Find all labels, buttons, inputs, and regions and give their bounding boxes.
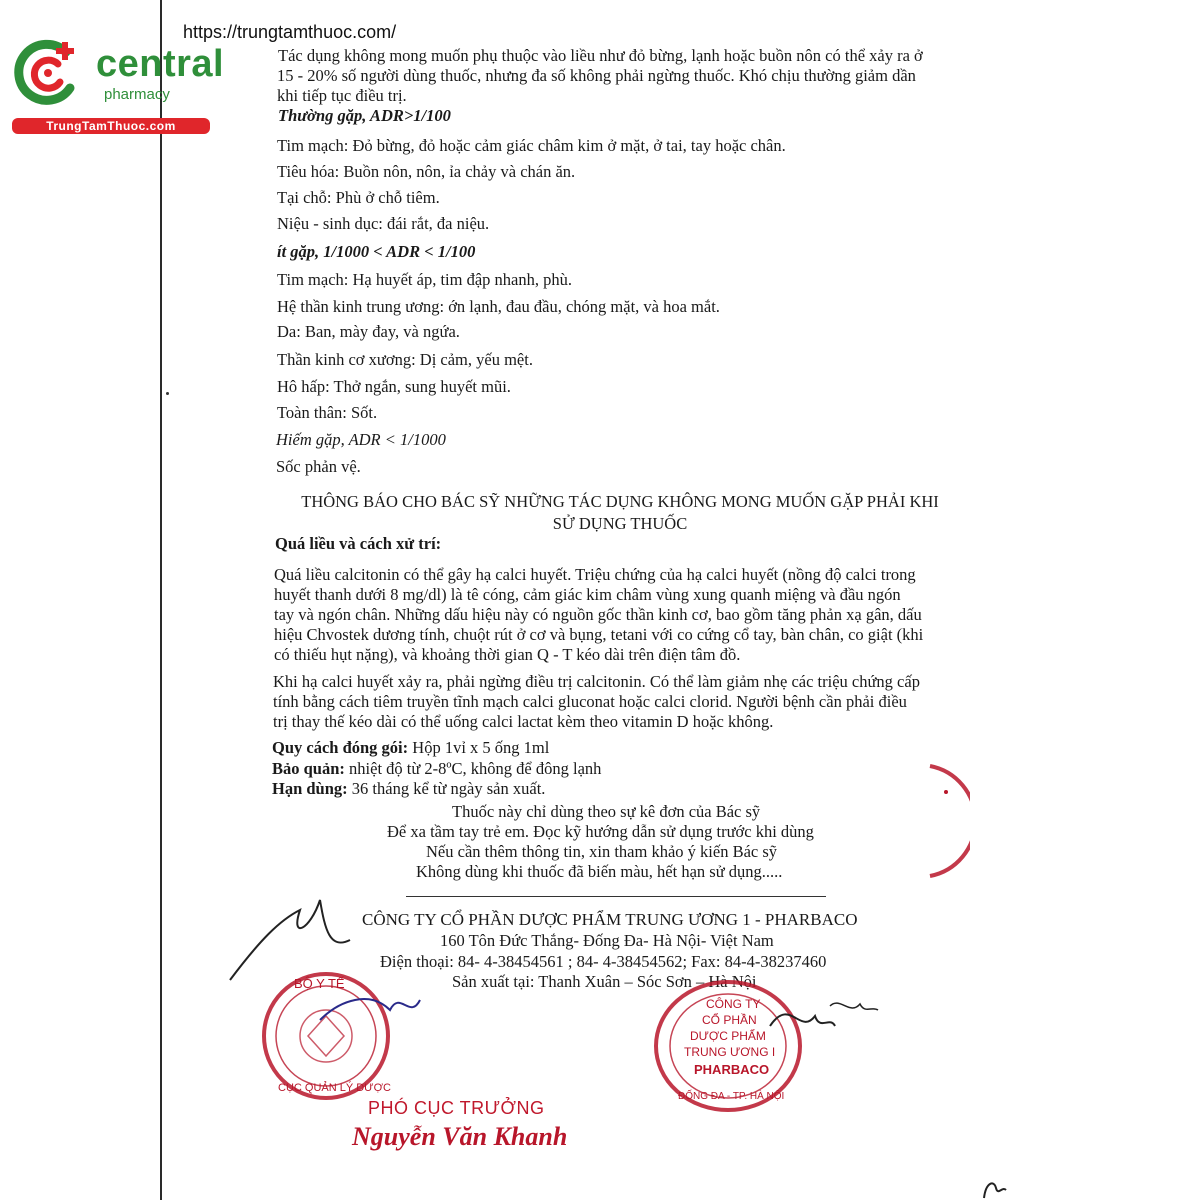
company-phone: Điện thoại: 84- 4-38454561 ; 84- 4-38454562; Fax: 84-4-38237460: [380, 952, 827, 971]
rare-item: Sốc phản vệ.: [276, 457, 361, 476]
storage-label: Bảo quản:: [272, 759, 345, 778]
overdose-heading: Quá liều và cách xử trí:: [275, 534, 442, 553]
expiry-value: 36 tháng kể từ ngày sản xuất.: [347, 779, 546, 798]
right-seal-line: CÔNG TY: [706, 997, 761, 1011]
company-name: CÔNG TY CỔ PHẦN DƯỢC PHẨM TRUNG ƯƠNG 1 - PHARBACO: [362, 910, 858, 929]
page-corner-mark: [980, 1176, 1010, 1200]
intro-line-2: 15 - 20% số người dùng thuốc, nhưng đa số không phải ngừng thuốc. Khó chịu thường giảm dần: [277, 66, 916, 85]
uncommon-item: Hô hấp: Thở ngắn, sung huyết mũi.: [277, 377, 511, 396]
packing-value: Hộp 1vỉ x 5 ống 1ml: [408, 738, 550, 757]
right-seal-line: DƯỢC PHẨM: [690, 1029, 766, 1043]
handwritten-signature-right: [760, 986, 900, 1046]
pharmacy-logo-icon: [12, 36, 84, 108]
overdose-p2-line: trị thay thế kéo dài có thể uống calci lactat kèm theo vitamin D hoặc không.: [273, 712, 774, 731]
warning-line: Thuốc này chỉ dùng theo sự kê đơn của Bác sỹ: [452, 802, 761, 821]
common-item: Tiêu hóa: Buồn nôn, nôn, ỉa chảy và chán ăn.: [277, 162, 576, 181]
right-seal-line: PHARBACO: [694, 1062, 770, 1077]
right-seal-line: CỔ PHẦN: [702, 1013, 757, 1027]
logo-brand: central: [96, 43, 225, 85]
logo-site: TrungTamThuoc.com: [12, 118, 210, 134]
uncommon-item: Toàn thân: Sốt.: [277, 403, 378, 422]
company-address: 160 Tôn Đức Thắng- Đống Đa- Hà Nội- Việt Nam: [440, 931, 774, 950]
partial-edge-seal: [900, 762, 970, 882]
left-seal-top-text: BỘ Y TẾ: [294, 976, 345, 991]
overdose-p2-line: tính bằng cách tiêm truyền tĩnh mạch calci gluconat hoặc calci clorid. Người bệnh cần phải điều: [273, 692, 907, 711]
expiry-label: Hạn dùng:: [272, 779, 348, 798]
signature-title: PHÓ CỤC TRƯỞNG: [368, 1098, 545, 1118]
overdose-p1-line: hiệu Chvostek dương tính, chuột rút ở cơ và bụng, tetani với co cứng cổ tay, bàn chân, co giật (khi: [274, 625, 924, 644]
signature-name: Nguyễn Văn Khanh: [352, 1122, 568, 1151]
left-seal-bottom-text: CỤC QUẢN LÝ DƯỢC: [278, 1082, 391, 1094]
source-url[interactable]: https://trungtamthuoc.com/: [183, 22, 397, 42]
notice-line-1: THÔNG BÁO CHO BÁC SỸ NHỮNG TÁC DỤNG KHÔNG MONG MUỐN GẶP PHẢI KHI: [301, 492, 939, 511]
uncommon-item: Tim mạch: Hạ huyết áp, tim đập nhanh, phù.: [277, 270, 572, 289]
rare-heading: Hiếm gặp, ADR < 1/1000: [276, 430, 446, 449]
storage-value: nhiệt độ từ 2-8ºC, không để đông lạnh: [344, 759, 602, 778]
overdose-p1-line: tay và ngón chân. Những dấu hiệu này có nguồn gốc thần kinh cơ, bao gồm tăng phản xạ gân, dấu: [274, 605, 922, 624]
packing-label: Quy cách đóng gói:: [272, 738, 409, 757]
common-item: Tại chỗ: Phù ở chỗ tiêm.: [277, 188, 440, 207]
uncommon-item: Thần kinh cơ xương: Dị cảm, yếu mệt.: [277, 350, 533, 369]
packing-spec: [272, 738, 549, 758]
uncommon-heading: ít gặp, 1/1000 < ADR < 1/100: [277, 242, 476, 261]
signature-divider: [406, 896, 826, 897]
common-item: Tim mạch: Đỏ bừng, đỏ hoặc cảm giác châm kim ở mặt, ở tai, tay hoặc chân.: [277, 136, 786, 155]
storage-spec: [272, 759, 601, 779]
central-pharmacy-logo[interactable]: [12, 36, 225, 136]
overdose-p1-line: huyết thanh dưới 8 mg/dl) là tê cóng, cảm giác kim châm vùng xung quanh miệng và đầu ngón: [274, 585, 901, 604]
uncommon-item: Hệ thần kinh trung ương: ớn lạnh, đau đầu, chóng mặt, và hoa mắt.: [277, 297, 720, 316]
expiry-spec: [272, 779, 545, 799]
company-factory: Sản xuất tại: Thanh Xuân – Sóc Sơn – Hà Nội: [452, 972, 757, 991]
page-edge-line: [160, 0, 162, 1200]
common-item: Niệu - sinh dục: đái rắt, đa niệu.: [277, 214, 490, 233]
warning-line: Không dùng khi thuốc đã biến màu, hết hạn sử dụng.....: [416, 862, 783, 881]
handwritten-signature-left: [220, 880, 440, 1030]
uncommon-item: Da: Ban, mày đay, và ngứa.: [277, 322, 460, 341]
logo-sub: pharmacy: [104, 86, 170, 103]
common-heading: Thường gặp, ADR>1/100: [278, 106, 451, 125]
intro-line-1: Tác dụng không mong muốn phụ thuộc vào liều như đỏ bừng, lạnh hoặc buồn nôn có thể xảy ra ở: [278, 46, 923, 65]
notice-line-2: SỬ DỤNG THUỐC: [552, 514, 688, 533]
scan-speck: [166, 392, 169, 395]
overdose-p2-line: Khi hạ calci huyết xảy ra, phải ngừng điều trị calcitonin. Có thể làm giảm nhẹ các triệu chứng cấp: [273, 672, 920, 691]
warning-line: Để xa tầm tay trẻ em. Đọc kỹ hướng dẫn sử dụng trước khi dùng: [387, 822, 814, 841]
overdose-p1-line: Quá liều calcitonin có thể gây hạ calci huyết. Triệu chứng của hạ calci huyết (nồng độ calci trong: [274, 565, 916, 584]
right-seal-ring-text: ĐỐNG ĐA - TP. HÀ NỘI: [678, 1091, 785, 1102]
right-seal-line: TRUNG ƯƠNG I: [684, 1045, 776, 1059]
warning-line: Nếu cần thêm thông tin, xin tham khảo ý kiến Bác sỹ: [426, 842, 778, 861]
overdose-p1-line: có thiếu hụt nặng), và khoảng thời gian Q - T kéo dài trên điện tâm đồ.: [274, 645, 741, 664]
intro-line-3: khi tiếp tục điều trị.: [277, 86, 407, 105]
